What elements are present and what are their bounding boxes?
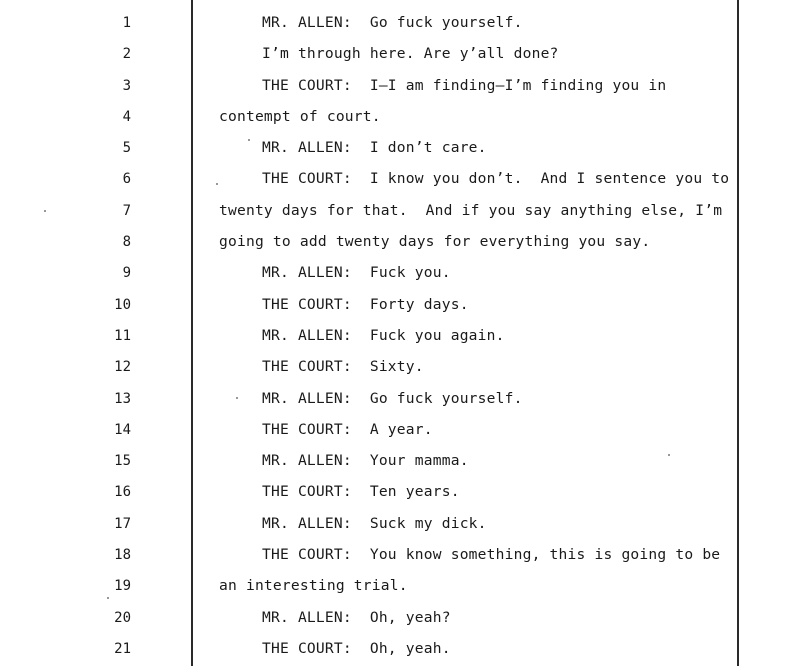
transcript-line [0,226,800,257]
scan-speck [216,183,218,185]
line-text: THE COURT: Ten years. [262,483,460,501]
line-text: MR. ALLEN: Go fuck yourself. [262,389,523,407]
line-text: I’m through here. Are y’all done? [262,45,559,63]
transcript-line [0,7,800,38]
line-number: 16 [114,484,131,501]
transcript-line [0,539,800,570]
transcript-line [0,163,800,194]
line-number: 9 [122,265,131,282]
transcript-line [0,476,800,507]
transcript-line [0,132,800,163]
line-text: MR. ALLEN: Fuck you. [262,264,451,282]
line-text: THE COURT: Forty days. [262,295,469,313]
line-number: 5 [122,140,131,157]
line-text: MR. ALLEN: Go fuck yourself. [262,14,523,31]
line-text: THE COURT: I know you don’t. And I sentence you to [262,170,730,188]
line-number: 2 [122,46,131,63]
transcript-line [0,195,800,226]
scan-speck [668,454,670,456]
line-number: 3 [122,77,131,94]
line-number: 20 [114,609,131,626]
line-number: 4 [122,108,131,125]
line-number: 12 [114,359,131,376]
line-number: 7 [122,202,131,219]
scan-speck [44,210,46,212]
line-text: THE COURT: You know something, this is going to be [262,546,721,564]
line-number: 11 [114,327,131,344]
line-text: MR. ALLEN: Oh, yeah? [262,608,451,626]
transcript-line [0,570,800,601]
line-number: 19 [114,578,131,595]
transcript-line [0,602,800,633]
transcript-line [0,508,800,539]
transcript-line [0,289,800,320]
line-number: 1 [122,15,131,31]
transcript-line [0,320,800,351]
line-text: twenty days for that. And if you say anything else, I’m [219,201,723,219]
scan-speck [248,139,250,141]
line-number: 14 [114,421,131,438]
line-text: going to add twenty days for everything you say. [219,233,651,251]
line-text: MR. ALLEN: I don’t care. [262,139,487,157]
scan-speck [107,597,109,599]
transcript-lines [0,7,800,664]
transcript-line [0,351,800,382]
transcript-line [0,101,800,132]
line-text: MR. ALLEN: Your mamma. [262,452,469,470]
line-number: 6 [122,171,131,188]
line-number: 13 [114,390,131,407]
line-number: 8 [122,234,131,251]
line-text: THE COURT: Sixty. [262,358,424,376]
line-text: MR. ALLEN: Fuck you again. [262,326,505,344]
scan-speck [236,397,238,399]
line-number: 10 [114,296,131,313]
line-number: 17 [114,515,131,532]
line-number: 21 [114,640,131,657]
line-text: THE COURT: A year. [262,420,433,438]
line-text: MR. ALLEN: Suck my dick. [262,514,487,532]
line-text: THE COURT: Oh, yeah. [262,639,451,657]
line-text: THE COURT: I—I am finding—I’m finding you in [262,76,667,94]
transcript-line [0,633,800,664]
transcript-line [0,70,800,101]
line-text: contempt of court. [219,107,381,125]
transcript-line [0,414,800,445]
transcript-line [0,383,800,414]
transcript-line [0,257,800,288]
line-number: 18 [114,547,131,564]
line-text: an interesting trial. [219,577,408,595]
transcript-line [0,445,800,476]
transcript-line [0,38,800,69]
line-number: 15 [114,453,131,470]
